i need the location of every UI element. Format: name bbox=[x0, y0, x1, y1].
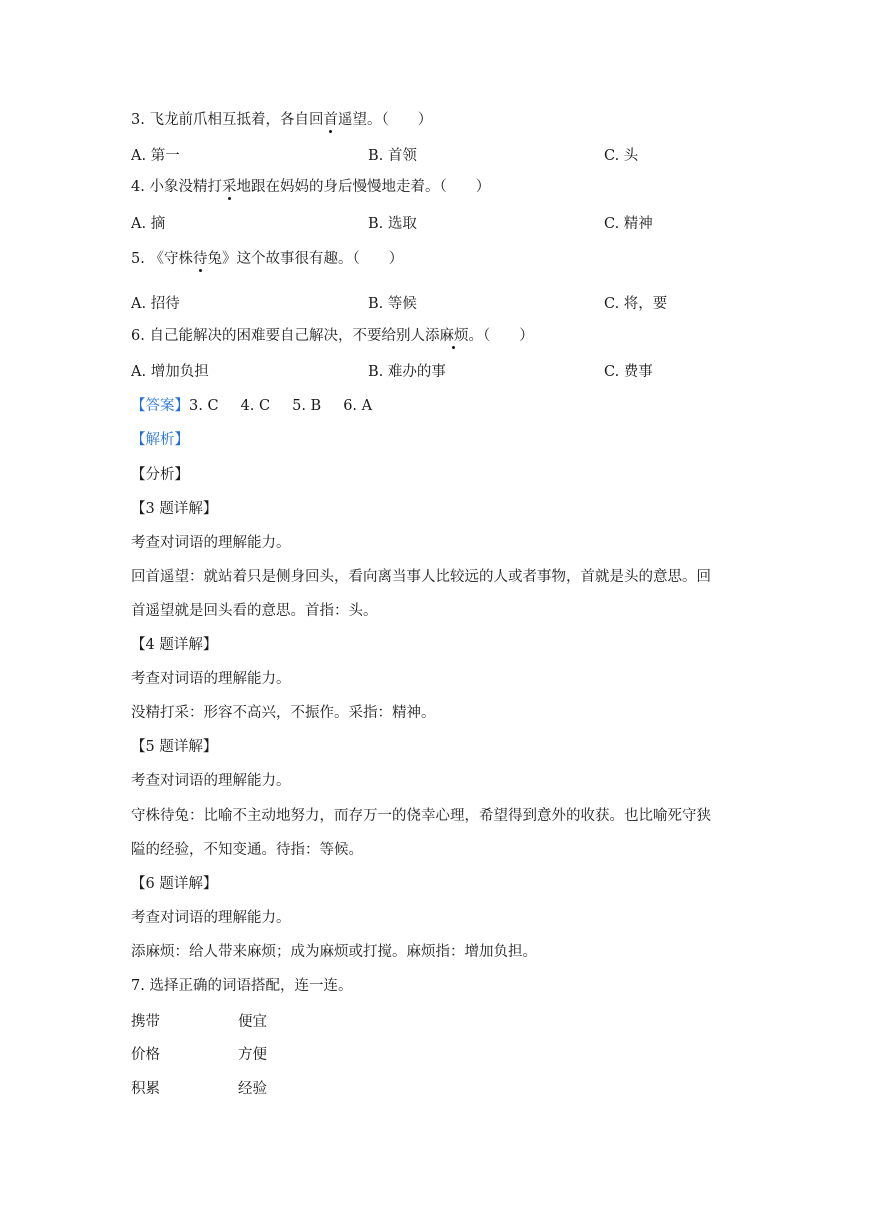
detail-line: 考查对词语的理解能力。 bbox=[131, 535, 291, 551]
answer-label: 【答案】 bbox=[131, 398, 189, 414]
option-c: C. 头 bbox=[604, 148, 639, 164]
option-a: A. 第一 bbox=[131, 148, 180, 164]
answer-line bbox=[131, 396, 394, 416]
answer-item: 5. B bbox=[292, 398, 322, 414]
answer-item: 6. A bbox=[343, 398, 373, 414]
question-5: 5. 《守株待兔》这个故事很有趣。（ ） bbox=[131, 251, 404, 267]
detail-line: 首遥望就是回头看的意思。首指：头。 bbox=[131, 603, 378, 619]
detail-line: 没精打采：形容不高兴，不振作。采指：精神。 bbox=[131, 705, 436, 721]
option-b: B. 选取 bbox=[368, 216, 417, 232]
match-right-item: 便宜 bbox=[238, 1014, 267, 1030]
option-c: C. 将，要 bbox=[604, 296, 668, 312]
option-c: C. 精神 bbox=[604, 216, 653, 232]
question-7: 7. 选择正确的词语搭配，连一连。 bbox=[131, 978, 353, 994]
fenxi-label: 【分析】 bbox=[131, 467, 189, 483]
question-3: 3. 飞龙前爪相互抵着，各自回首遥望。（ ） bbox=[131, 112, 433, 128]
detail-line: 添麻烦：给人带来麻烦；成为麻烦或打搅。麻烦指：增加负担。 bbox=[131, 944, 537, 960]
question-4: 4. 小象没精打采地跟在妈妈的身后慢慢地走着。（ ） bbox=[131, 179, 491, 195]
dotted-word: 待 bbox=[192, 251, 208, 267]
detail-line: 考查对词语的理解能力。 bbox=[131, 773, 291, 789]
option-b: B. 等候 bbox=[368, 296, 417, 312]
option-a: A. 招待 bbox=[131, 296, 180, 312]
match-right-item: 方便 bbox=[238, 1047, 267, 1063]
option-a: A. 摘 bbox=[131, 216, 166, 232]
detail-line: 隘的经验，不知变通。待指：等候。 bbox=[131, 842, 363, 858]
option-c: C. 费事 bbox=[604, 364, 653, 380]
answer-item: 4. C bbox=[240, 398, 271, 414]
option-b: B. 难办的事 bbox=[368, 364, 446, 380]
dotted-word: 首 bbox=[323, 112, 338, 128]
detail-line: 回首遥望：就站着只是侧身回头，看向离当事人比较远的人或者事物，首就是头的意思。回 bbox=[131, 569, 711, 585]
match-right-item: 经验 bbox=[238, 1081, 267, 1097]
option-b: B. 首领 bbox=[368, 148, 417, 164]
analysis-label: 【解析】 bbox=[131, 432, 189, 448]
option-a: A. 增加负担 bbox=[131, 364, 209, 380]
detail-heading: 【6 题详解】 bbox=[131, 876, 218, 892]
dotted-word: 麻烦 bbox=[439, 328, 469, 344]
detail-line: 考查对词语的理解能力。 bbox=[131, 671, 291, 687]
detail-line: 守株待兔：比喻不主动地努力，而存万一的侥幸心理，希望得到意外的收获。也比喻死守狭 bbox=[131, 808, 711, 824]
answer-item: 3. C bbox=[189, 398, 219, 414]
question-6: 6. 自己能解决的困难要自己解决，不要给别人添麻烦。（ ） bbox=[131, 328, 534, 344]
dotted-word: 采 bbox=[221, 179, 237, 195]
detail-line: 考查对词语的理解能力。 bbox=[131, 910, 291, 926]
detail-heading: 【3 题详解】 bbox=[131, 501, 218, 517]
match-left-item: 积累 bbox=[131, 1081, 160, 1097]
match-left-item: 携带 bbox=[131, 1014, 160, 1030]
match-left-item: 价格 bbox=[131, 1047, 160, 1063]
detail-heading: 【4 题详解】 bbox=[131, 637, 218, 653]
detail-heading: 【5 题详解】 bbox=[131, 739, 218, 755]
